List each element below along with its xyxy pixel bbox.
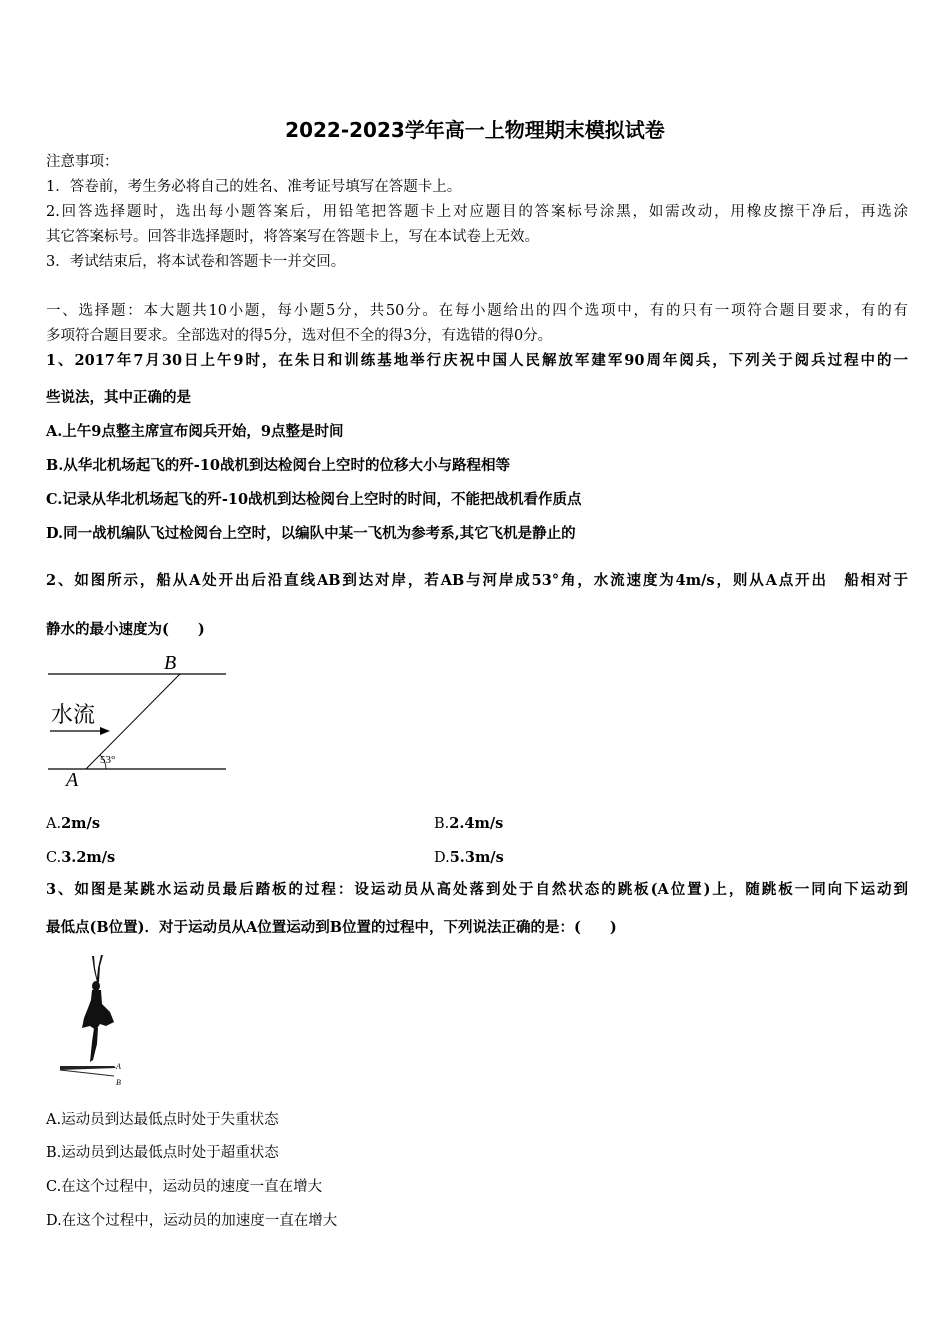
q1-option-d: D.同一战机编队飞过检阅台上空时，以编队中某一飞机为参考系,其它飞机是静止的 (46, 525, 576, 542)
q1-stem-1: 1、2017年7月30日上午9时，在朱日和训练基地举行庆祝中国人民解放军建军90周年阅兵，下列关于阅兵过程中的一 (46, 352, 908, 369)
point-a-label: A (66, 769, 79, 790)
page-title: 2022-2023学年高一上物理期末模拟试卷 (285, 118, 665, 142)
section-instructions-2: 多项符合题目要求。全部选对的得5分，选对但不全的得3分，有选错的得0分。 (46, 328, 553, 344)
notice-item-3: 3．考试结束后，将本试卷和答题卡一并交回。 (46, 254, 346, 270)
q3-option-c: C.在这个过程中，运动员的速度一直在增大 (46, 1179, 323, 1195)
q2-option-c (46, 848, 115, 868)
q3-option-a: A.运动员到达最低点时处于失重状态 (46, 1112, 279, 1128)
section-instructions-1: 一、选择题：本大题共10小题，每小题5分，共50分。在每小题给出的四个选项中，有的只有一项符合题目要求，有的有 (46, 303, 908, 319)
q2-option-b-prefix: B. (434, 816, 450, 832)
diver-arms (92, 955, 103, 982)
q2-option-b (434, 814, 503, 834)
q2-option-c-prefix: C. (46, 850, 62, 866)
q2-stem-1: 2、如图所示，船从A处开出后沿直线AB到达对岸，若AB与河岸成53°角，水流速度为4m/s，则从A点开出 船相对于 (46, 572, 908, 589)
diver-legs (90, 1028, 98, 1062)
diver-torso (82, 990, 114, 1030)
q3-stem-2: 最低点(B位置)．对于运动员从A位置运动到B位置的过程中，下列说法正确的是：( ) (46, 919, 617, 936)
notice-heading: 注意事项： (46, 154, 119, 170)
q2-option-b-value: 2.4m/s (449, 815, 504, 832)
q2-option-a-prefix: A. (46, 816, 62, 832)
point-b-label: B (164, 652, 177, 674)
angle-label: 53° (100, 754, 116, 766)
notice-item-1: 1．答卷前，考生务必将自己的姓名、准考证号填写在答题卡上。 (46, 179, 462, 195)
springboard-b (60, 1070, 114, 1076)
q2-option-a-value: 2m/s (61, 815, 100, 832)
position-a-label: A (116, 1062, 121, 1071)
q3-option-d: D.在这个过程中，运动员的加速度一直在增大 (46, 1213, 338, 1229)
notice-item-2: 2.回答选择题时，选出每小题答案后，用铅笔把答题卡上对应题目的答案标号涂黑，如需改动，用橡皮擦干净后，再选涂 (46, 204, 908, 220)
q2-option-d-value: 5.3m/s (449, 849, 504, 866)
q2-stem-2: 静水的最小速度为( ) (46, 621, 205, 638)
q3-stem-1: 3、如图是某跳水运动员最后踏板的过程：设运动员从高处落到处于自然状态的跳板(A位置)上，随跳板一同向下运动到 (46, 881, 908, 898)
river-crossing-figure (44, 650, 230, 790)
diver-figure (54, 952, 134, 1092)
q2-option-d-prefix: D. (434, 850, 450, 866)
q2-option-c-value: 3.2m/s (61, 849, 116, 866)
q1-option-a: A.上午9点整主席宣布阅兵开始，9点整是时间 (46, 423, 344, 440)
q1-option-b: B.从华北机场起飞的歼-10战机到达检阅台上空时的位移大小与路程相等 (46, 457, 510, 474)
flow-arrow-head (100, 727, 110, 735)
water-flow-label: 水流 (51, 703, 96, 728)
q3-option-b: B.运动员到达最低点时处于超重状态 (46, 1145, 279, 1161)
springboard-a (60, 1066, 116, 1070)
diver-head (92, 981, 100, 991)
q2-option-a (46, 814, 100, 834)
position-b-label: B (116, 1078, 121, 1087)
notice-item-2-cont: 其它答案标号。回答非选择题时，将答案写在答题卡上，写在本试卷上无效。 (46, 229, 539, 245)
q1-option-c: C.记录从华北机场起飞的歼-10战机到达检阅台上空时的时间，不能把战机看作质点 (46, 491, 582, 508)
q2-option-d (434, 848, 504, 868)
q1-stem-2: 些说法，其中正确的是 (46, 389, 191, 406)
